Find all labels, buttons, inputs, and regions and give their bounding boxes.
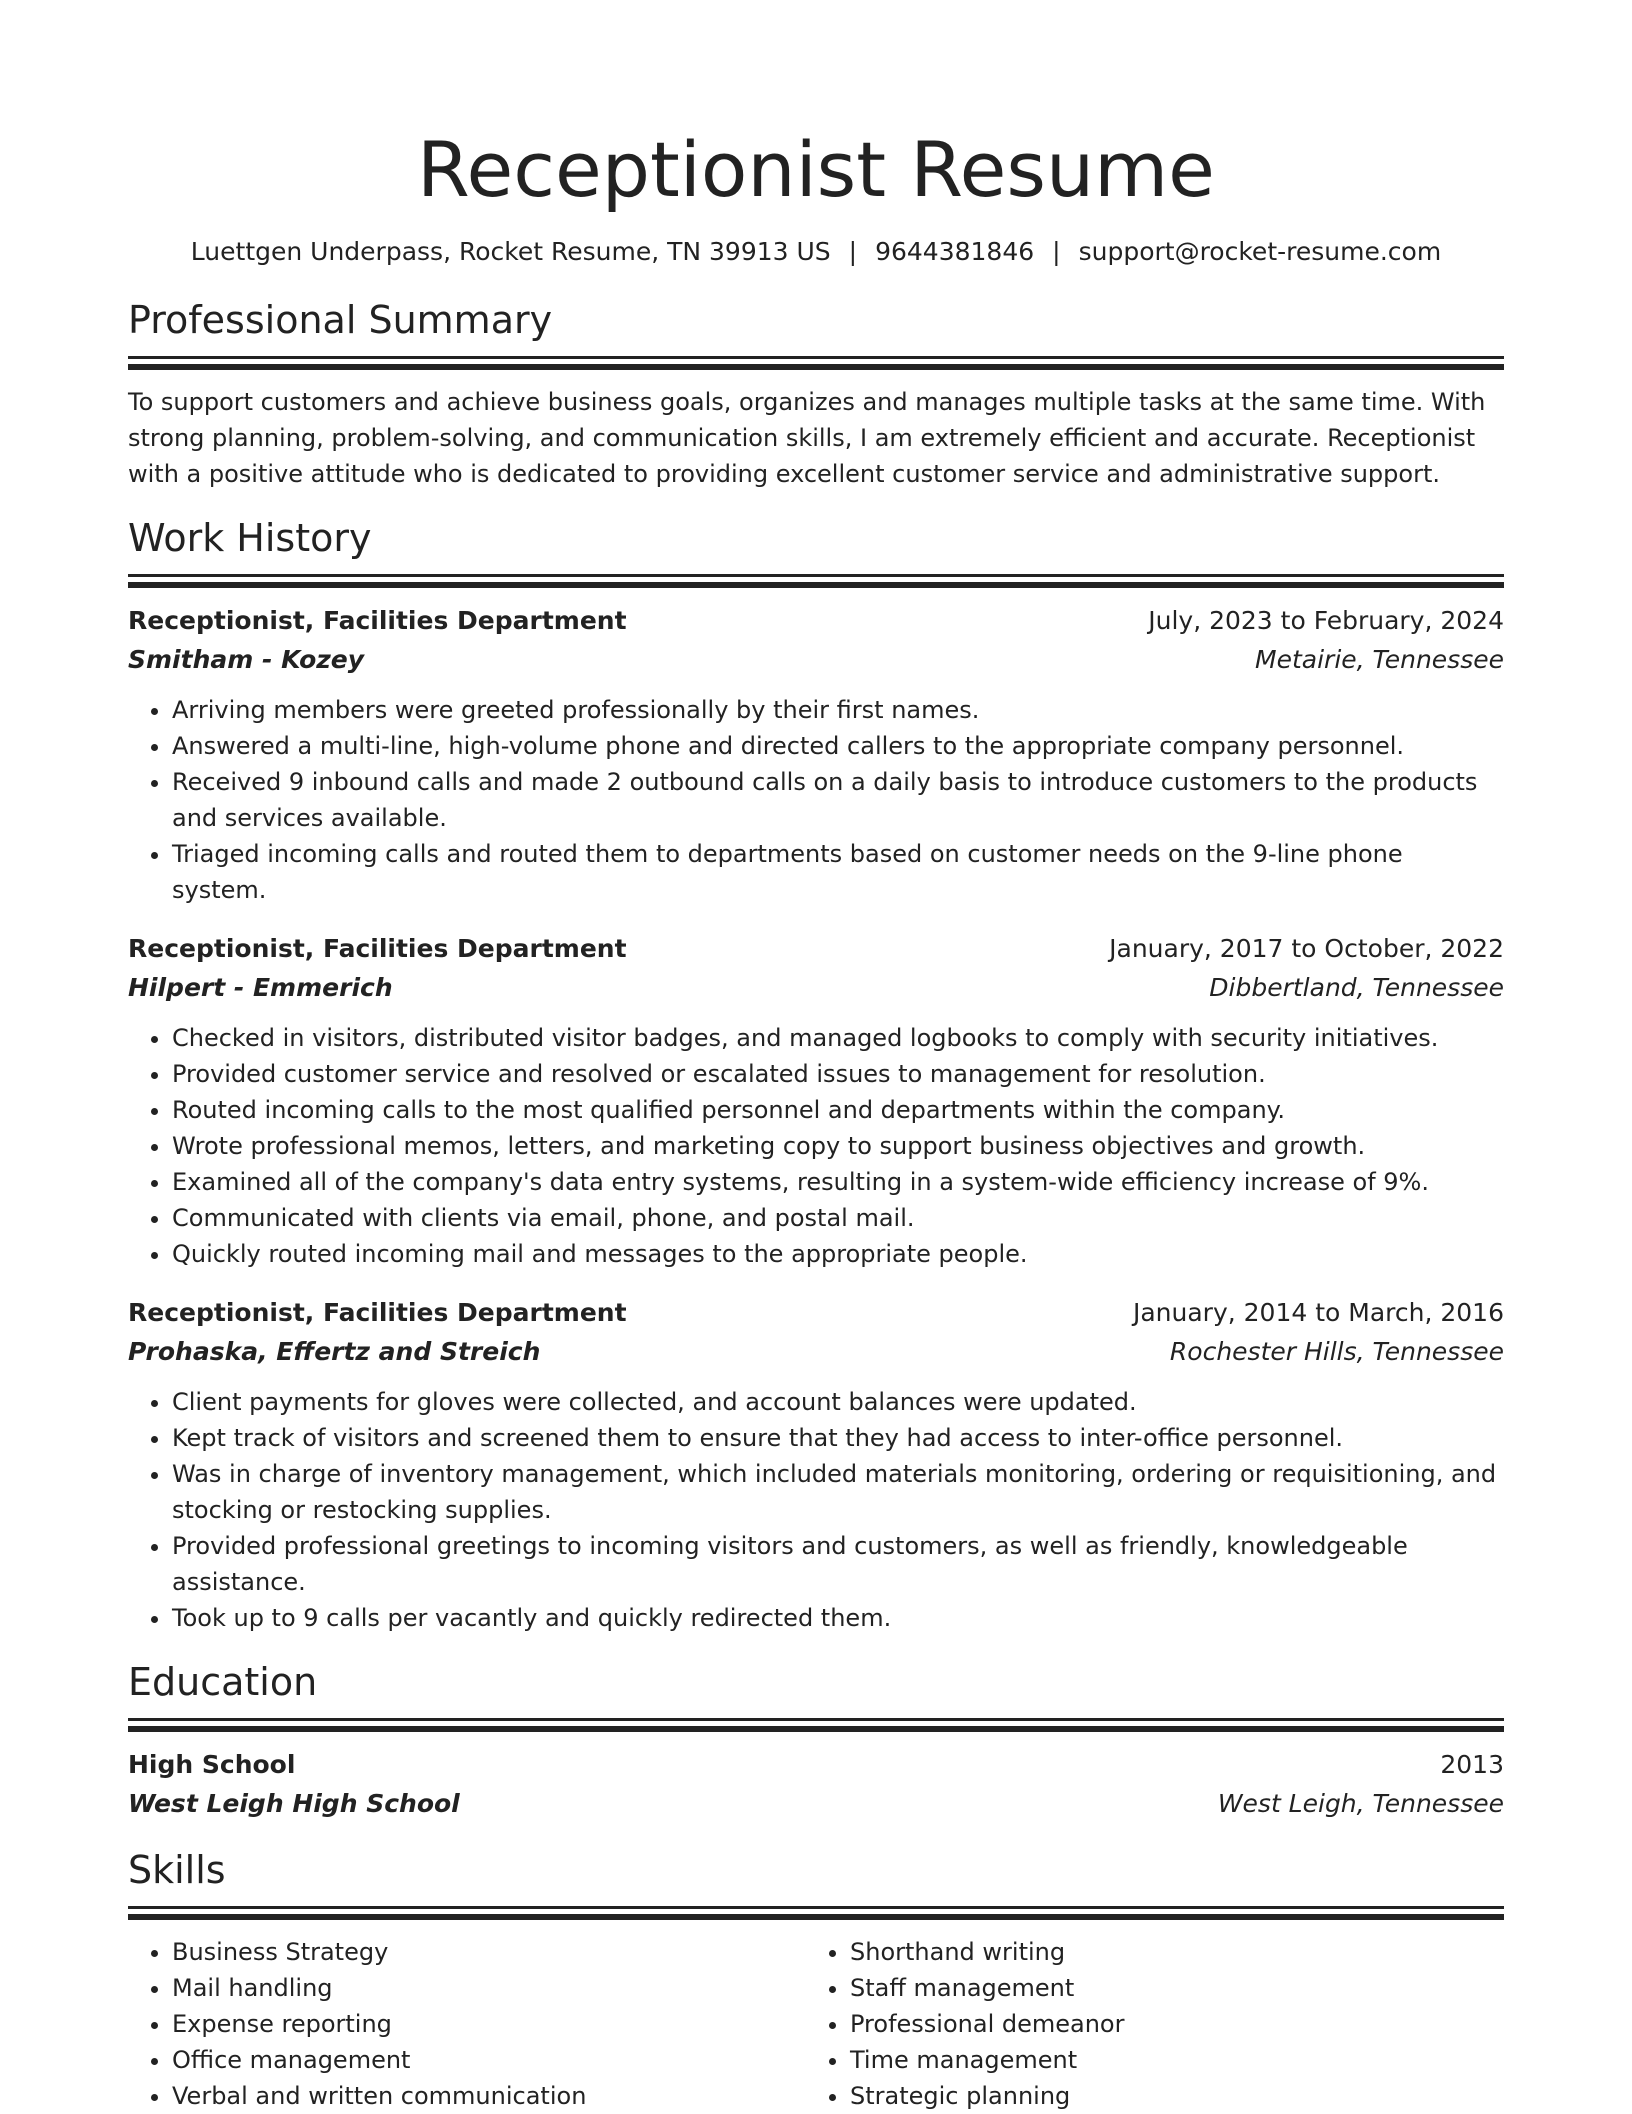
skill-item: • Strategic planning xyxy=(850,2078,1484,2114)
contact-phone: 9644381846 xyxy=(875,237,1035,266)
education-school: West Leigh High School xyxy=(128,1789,460,1818)
job-company: Prohaska, Effertz and Streich xyxy=(128,1337,541,1366)
education-entry xyxy=(128,1746,1504,1824)
job-bullets xyxy=(128,692,1504,908)
section-heading-work-history: Work History xyxy=(128,516,372,560)
summary-text: To support customers and achieve business goals, organizes and manages multiple tasks at the same time. With strong planning, problem-solving, and communication skills, I am extremely efficient and accurate. Receptionist with a positive attitude who is dedicated to providing excellent customer service and administrative support. xyxy=(128,388,1486,488)
skills-section xyxy=(128,1846,1504,2114)
job-bullet: • Kept track of visitors and screened them to ensure that they had access to inter-office personnel. xyxy=(172,1420,1504,1456)
section-rule-thick xyxy=(128,582,1504,588)
job-location: Dibbertland, Tennessee xyxy=(1209,973,1504,1002)
section-rule-thick xyxy=(128,1726,1504,1732)
job-title: Receptionist, Facilities Department xyxy=(128,606,627,635)
section-heading-education: Education xyxy=(128,1660,318,1704)
job-bullet: • Communicated with clients via email, phone, and postal mail. xyxy=(172,1200,1504,1236)
job-entry xyxy=(128,1294,1504,1636)
job-entry xyxy=(128,602,1504,908)
job-header-row xyxy=(128,1294,1504,1332)
job-subheader-row xyxy=(128,968,1504,1008)
job-entry xyxy=(128,930,1504,1272)
job-subheader-row xyxy=(128,640,1504,680)
job-bullet: • Checked in visitors, distributed visitor badges, and managed logbooks to comply with security initiatives. xyxy=(172,1020,1504,1056)
education-subheader-row xyxy=(128,1784,1504,1824)
skill-item: • Shorthand writing xyxy=(850,1934,1484,1970)
education-location: West Leigh, Tennessee xyxy=(1217,1789,1504,1818)
education-year: 2013 xyxy=(1440,1750,1504,1779)
skill-item: • Business Strategy xyxy=(172,1934,806,1970)
job-dates: January, 2017 to October, 2022 xyxy=(1109,934,1504,963)
skill-item: • Office management xyxy=(172,2042,806,2078)
job-title: Receptionist, Facilities Department xyxy=(128,934,627,963)
job-bullet: • Provided professional greetings to incoming visitors and customers, as well as friendly, knowledgeable assistance. xyxy=(172,1528,1504,1600)
work-history-section xyxy=(128,514,1504,1636)
job-bullet: • Examined all of the company's data entry systems, resulting in a system-wide efficiency increase of 9%. xyxy=(172,1164,1504,1200)
job-bullet: • Client payments for gloves were collected, and account balances were updated. xyxy=(172,1384,1504,1420)
section-rule xyxy=(128,356,1504,359)
skill-item: • Professional demeanor xyxy=(850,2006,1484,2042)
job-bullet: • Arriving members were greeted professionally by their first names. xyxy=(172,692,1504,728)
education-degree: High School xyxy=(128,1750,296,1779)
section-rule-thick xyxy=(128,364,1504,370)
section-rule xyxy=(128,574,1504,577)
job-dates: January, 2014 to March, 2016 xyxy=(1132,1298,1504,1327)
job-company: Hilpert - Emmerich xyxy=(128,973,393,1002)
education-section xyxy=(128,1658,1504,1824)
section-heading-skills: Skills xyxy=(128,1848,226,1892)
job-location: Rochester Hills, Tennessee xyxy=(1169,1337,1504,1366)
contact-email: support@rocket-resume.com xyxy=(1078,237,1442,266)
contact-address: Luettgen Underpass, Rocket Resume, TN 39913 US xyxy=(190,237,831,266)
summary-section xyxy=(128,296,1504,492)
job-header-row xyxy=(128,602,1504,640)
job-bullets xyxy=(128,1384,1504,1636)
job-bullets xyxy=(128,1020,1504,1272)
skill-item: • Staff management xyxy=(850,1970,1484,2006)
job-bullet: • Took up to 9 calls per vacantly and quickly redirected them. xyxy=(172,1600,1504,1636)
job-header-row xyxy=(128,930,1504,968)
skill-item: • Expense reporting xyxy=(172,2006,806,2042)
skill-item: • Verbal and written communication xyxy=(172,2078,806,2114)
job-company: Smitham - Kozey xyxy=(128,645,365,674)
contact-separator: | xyxy=(848,237,858,266)
job-bullet: • Was in charge of inventory management, which included materials monitoring, ordering or requisitioning, and stocking or restocking supplies. xyxy=(172,1456,1504,1528)
job-dates: July, 2023 to February, 2024 xyxy=(1148,606,1504,635)
job-bullet: • Wrote professional memos, letters, and marketing copy to support business objectives and growth. xyxy=(172,1128,1504,1164)
section-heading-summary: Professional Summary xyxy=(128,298,553,342)
skills-grid xyxy=(128,1934,1504,2114)
job-title: Receptionist, Facilities Department xyxy=(128,1298,627,1327)
skill-item: • Time management xyxy=(850,2042,1484,2078)
section-rule xyxy=(128,1906,1504,1909)
contact-separator: | xyxy=(1052,237,1061,266)
resume-title: Receptionist Resume xyxy=(417,125,1215,214)
skills-column-left xyxy=(128,1934,806,2114)
job-location: Metairie, Tennessee xyxy=(1255,645,1504,674)
job-bullet: • Quickly routed incoming mail and messages to the appropriate people. xyxy=(172,1236,1504,1272)
resume-page xyxy=(128,0,1504,2114)
education-header-row xyxy=(128,1746,1504,1784)
skills-column-right xyxy=(806,1934,1484,2114)
job-bullet: • Triaged incoming calls and routed them to departments based on customer needs on the 9-line phone system. xyxy=(172,836,1504,908)
job-bullet: • Answered a multi-line, high-volume phone and directed callers to the appropriate company personnel. xyxy=(172,728,1504,764)
section-rule-thick xyxy=(128,1914,1504,1920)
contact-line xyxy=(128,234,1504,270)
job-subheader-row xyxy=(128,1332,1504,1372)
job-bullet: • Routed incoming calls to the most qualified personnel and departments within the company. xyxy=(172,1092,1504,1128)
job-bullet: • Received 9 inbound calls and made 2 outbound calls on a daily basis to introduce customers to the products and services available. xyxy=(172,764,1504,836)
job-bullet: • Provided customer service and resolved or escalated issues to management for resolution. xyxy=(172,1056,1504,1092)
skill-item: • Mail handling xyxy=(172,1970,806,2006)
section-rule xyxy=(128,1718,1504,1721)
